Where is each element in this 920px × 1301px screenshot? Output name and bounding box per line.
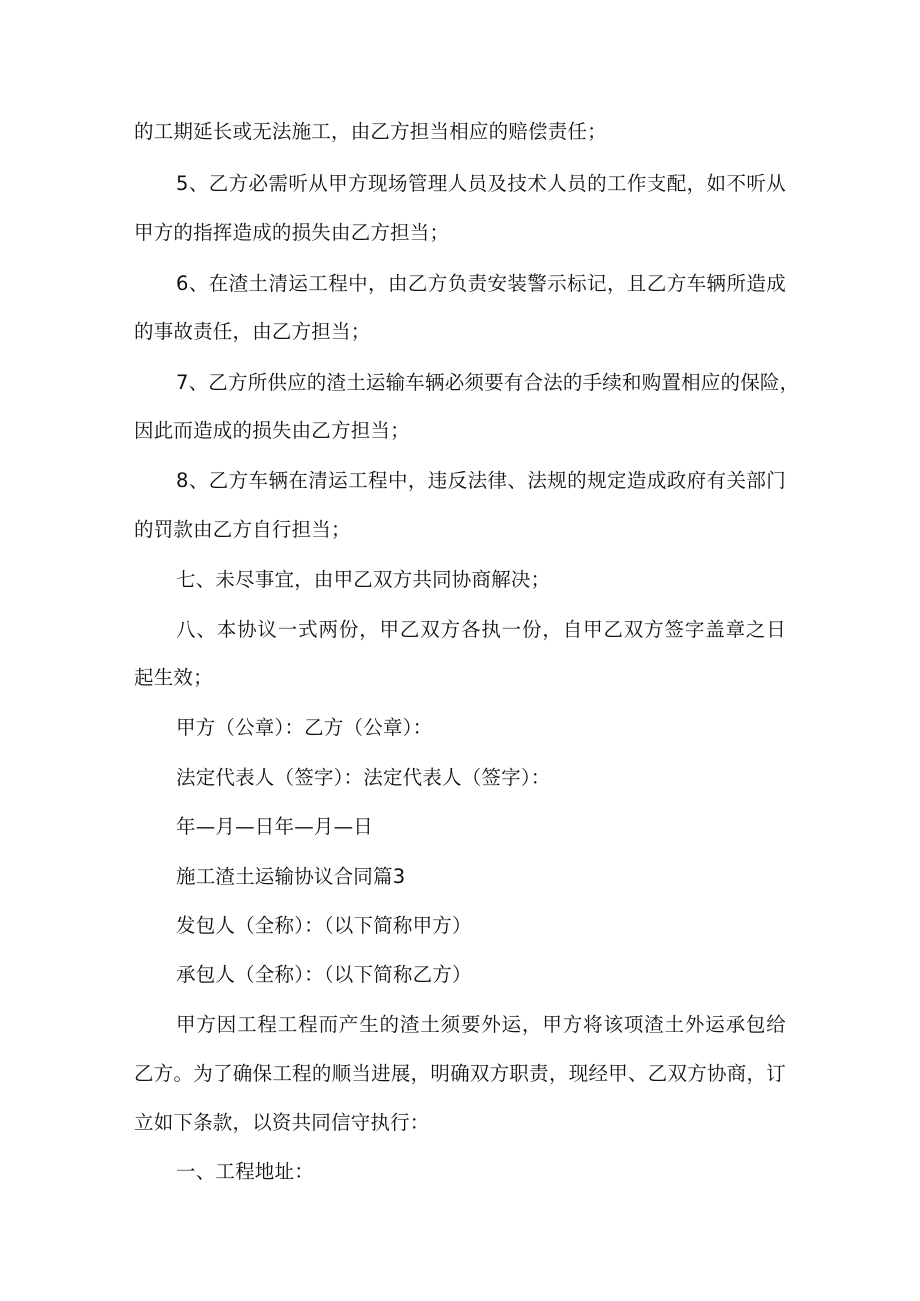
clause-7-line-1: 7、乙方所供应的渣土运输车辆必须要有合法的手续和购置相应的保险， bbox=[176, 371, 800, 394]
article-8-line-2: 起生效； bbox=[134, 666, 213, 689]
article-8-line-1: 八、本协议一式两份，甲乙双方各执一份，自甲乙双方签字盖章之日 bbox=[176, 618, 786, 641]
clause-8-line-1: 8、乙方车辆在清运工程中，违反法律、法规的规定造成政府有关部门 bbox=[176, 469, 786, 492]
text-line: 的工期延长或无法施工，由乙方担当相应的赔偿责任； bbox=[134, 120, 607, 143]
clause-5-line-2: 甲方的指挥造成的损失由乙方担当； bbox=[134, 221, 450, 244]
employer-line: 发包人（全称）：（以下简称甲方） bbox=[176, 914, 472, 937]
clause-6-line-2: 的事故责任，由乙方担当； bbox=[134, 320, 371, 343]
clause-5-line-1: 5、乙方必需听从甲方现场管理人员及技术人员的工作支配，如不听从 bbox=[176, 172, 786, 195]
intro-line-1: 甲方因工程工程而产生的渣土须要外运，甲方将该项渣土外运承包给 bbox=[176, 1013, 786, 1036]
party-seal-line: 甲方（公章）：乙方（公章）： bbox=[176, 716, 433, 739]
clause-7-line-2: 因此而造成的损失由乙方担当； bbox=[134, 419, 410, 442]
date-line: 年—月—日年—月—日 bbox=[176, 815, 374, 838]
intro-line-2: 乙方。为了确保工程的顺当进展，明确双方职责，现经甲、乙双方协商，订 bbox=[134, 1062, 786, 1085]
clause-6-line-1: 6、在渣土清运工程中，由乙方负责安装警示标记，且乙方车辆所造成 bbox=[176, 272, 786, 295]
section-heading: 施工渣土运输协议合同篇3 bbox=[176, 865, 406, 888]
article-7: 七、未尽事宜，由甲乙双方共同协商解决； bbox=[176, 568, 551, 591]
intro-line-3: 立如下条款，以资共同信守执行： bbox=[134, 1111, 430, 1134]
contractor-line: 承包人（全称）：（以下简称乙方） bbox=[176, 963, 472, 986]
clause-8-line-2: 的罚款由乙方自行担当； bbox=[134, 518, 351, 541]
representative-signature-line: 法定代表人（签字）：法定代表人（签字）： bbox=[176, 766, 551, 789]
project-address-heading: 一、工程地址： bbox=[176, 1160, 314, 1183]
